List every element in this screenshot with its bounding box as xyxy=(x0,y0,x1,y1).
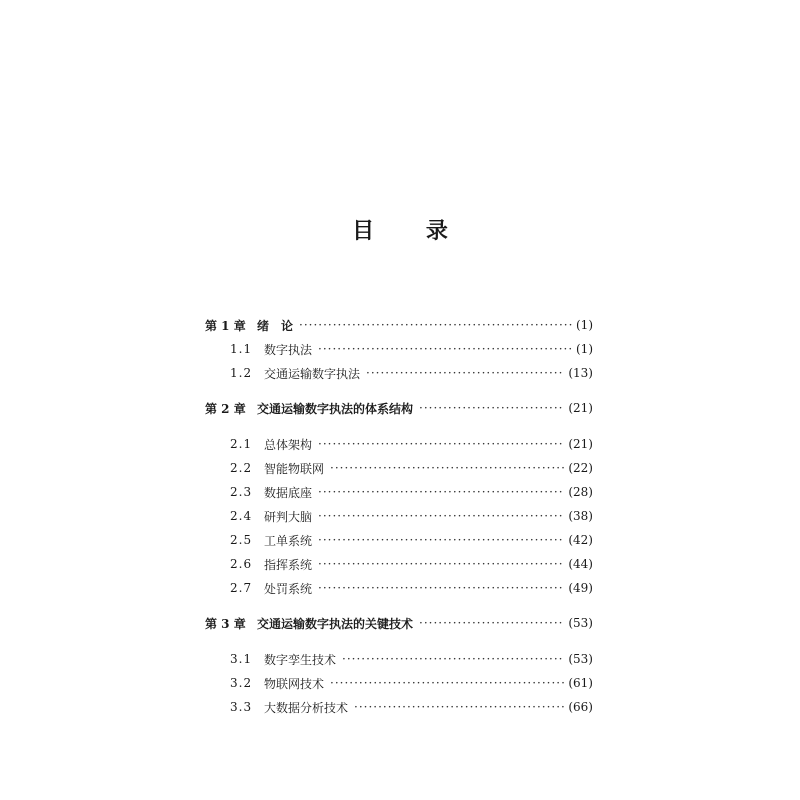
page-number: (44) xyxy=(568,557,593,571)
section-number: 3.3 xyxy=(230,700,253,714)
chapter-number: 第 3 章 xyxy=(205,616,246,631)
toc-chapter-2[interactable] xyxy=(205,398,593,418)
page-number: (53) xyxy=(568,616,593,630)
section-number: 1.2 xyxy=(230,366,253,380)
section-title: 数字执法 xyxy=(264,342,313,357)
page-number: (21) xyxy=(568,401,593,415)
toc-section-1-2[interactable] xyxy=(230,363,593,383)
toc-section-2-6[interactable] xyxy=(230,554,593,574)
toc-section-2-2[interactable] xyxy=(230,458,593,478)
leader-dots xyxy=(318,482,564,502)
leader-dots xyxy=(318,554,564,574)
leader-dots xyxy=(318,339,572,359)
page-number: (61) xyxy=(568,676,593,690)
page-number: (28) xyxy=(568,485,593,499)
leader-dots xyxy=(330,673,564,693)
page-number: (38) xyxy=(568,509,593,523)
toc-section-2-3[interactable] xyxy=(230,482,593,502)
toc-section-3-3[interactable] xyxy=(230,697,593,717)
page-number: (1) xyxy=(576,342,593,356)
section-number: 3.1 xyxy=(230,652,253,666)
toc-section-3-1[interactable] xyxy=(230,649,593,669)
section-number: 2.5 xyxy=(230,533,253,547)
section-title: 数据底座 xyxy=(264,485,313,500)
section-title: 交通运输数字执法 xyxy=(264,366,361,381)
leader-dots xyxy=(299,315,572,335)
section-number: 2.4 xyxy=(230,509,253,523)
section-title: 研判大脑 xyxy=(264,509,313,524)
section-number: 2.1 xyxy=(230,437,253,451)
chapter-title: 绪 论 xyxy=(257,318,294,333)
toc-section-1-1[interactable] xyxy=(230,339,593,359)
leader-dots xyxy=(366,363,564,383)
leader-dots xyxy=(318,578,564,598)
section-number: 2.6 xyxy=(230,557,253,571)
leader-dots xyxy=(419,398,564,418)
section-title: 总体架构 xyxy=(264,437,313,452)
toc-section-2-7[interactable] xyxy=(230,578,593,598)
section-number: 2.2 xyxy=(230,461,253,475)
page-number: (13) xyxy=(568,366,593,380)
chapter-number: 第 1 章 xyxy=(205,318,246,333)
page-number: (21) xyxy=(568,437,593,451)
chapter-number: 第 2 章 xyxy=(205,401,246,416)
leader-dots xyxy=(354,697,564,717)
section-title: 工单系统 xyxy=(264,533,313,548)
section-title: 大数据分析技术 xyxy=(264,700,349,715)
section-title: 数字孪生技术 xyxy=(264,652,337,667)
section-number: 3.2 xyxy=(230,676,253,690)
toc-chapter-1[interactable] xyxy=(205,315,593,335)
page-number: (42) xyxy=(568,533,593,547)
leader-dots xyxy=(318,434,564,454)
leader-dots xyxy=(318,530,564,550)
section-title: 指挥系统 xyxy=(264,557,313,572)
leader-dots xyxy=(342,649,564,669)
page-number: (66) xyxy=(568,700,593,714)
section-title: 物联网技术 xyxy=(264,676,325,691)
chapter-title: 交通运输数字执法的关键技术 xyxy=(257,616,414,631)
page-number: (49) xyxy=(568,581,593,595)
page-title: 目 录 xyxy=(352,218,470,244)
page-number: (53) xyxy=(568,652,593,666)
chapter-title: 交通运输数字执法的体系结构 xyxy=(257,401,414,416)
section-number: 2.3 xyxy=(230,485,253,499)
section-title: 智能物联网 xyxy=(264,461,325,476)
toc-chapter-3[interactable] xyxy=(205,613,593,633)
section-number: 2.7 xyxy=(230,581,253,595)
toc-section-2-1[interactable] xyxy=(230,434,593,454)
section-title: 处罚系统 xyxy=(264,581,313,596)
page-number: (1) xyxy=(576,318,593,332)
page-number: (22) xyxy=(568,461,593,475)
toc-section-3-2[interactable] xyxy=(230,673,593,693)
leader-dots xyxy=(419,613,564,633)
toc-section-2-4[interactable] xyxy=(230,506,593,526)
leader-dots xyxy=(330,458,564,478)
leader-dots xyxy=(318,506,564,526)
section-number: 1.1 xyxy=(230,342,253,356)
toc-section-2-5[interactable] xyxy=(230,530,593,550)
